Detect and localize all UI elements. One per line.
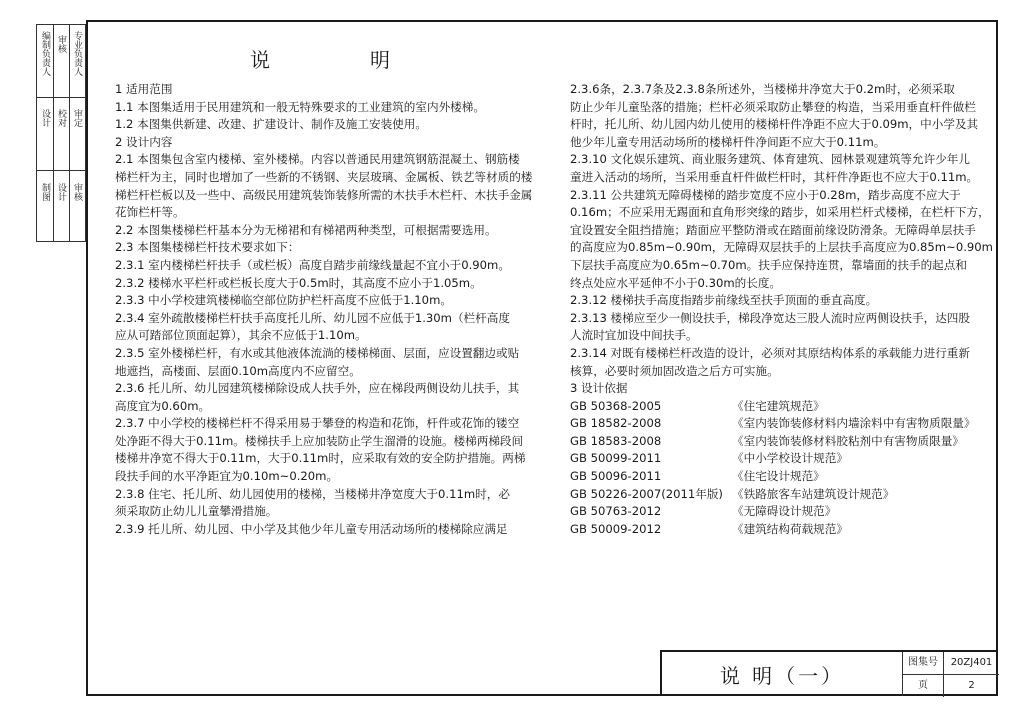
text-line: 终点处应水平延伸不小于0.30m的长度。 [570,275,782,290]
text-line: 宜设置安全阻挡措施；踏面应平整防滑或在踏面前缘设防滑条。无障碍单层扶手 [570,222,976,237]
list-item [570,415,975,433]
text-line: 2.3.4 室外疏散楼梯栏杆扶手高度托儿所、幼儿园不应低于1.30m（栏杆高度 [115,310,510,325]
standard-name: 《中小学校设计规范》 [732,451,848,466]
text-line: 2.3.7 中小学校的楼梯栏杆不得采用易于攀登的构造和花饰，杆件或花饰的镂空 [115,416,520,431]
standard-name: 《住宅设计规范》 [732,469,825,484]
text-line: 童进入活动的场所，当采用垂直杆件做栏杆时，其杆件净距也不应大于0.11m。 [570,169,979,184]
title-char: 明 [370,48,390,72]
text-line: 的高度应为0.85m~0.90m，无障碍双层扶手的上层扶手高度应为0.85m~0.90m [570,240,993,255]
right-column [570,81,993,538]
text-line: 处净距不得大于0.11m。楼梯扶手上应加装防止学生溜滑的设施。楼梯两梯段间 [115,433,524,448]
page-title [250,44,390,73]
list-item [570,433,975,451]
standard-name: 《无障碍设计规范》 [732,504,837,519]
side-cell: 设计 [56,183,66,201]
sheet-title: 说 明（一） [719,663,845,688]
signature-table [36,24,86,242]
side-cell: 审核 [56,35,66,53]
page-row [903,674,999,697]
list-item [570,450,975,468]
standard-code: GB 50226-2007(2011年版) [570,486,723,501]
standard-name: 《住宅建筑规范》 [732,398,825,413]
atlas-number: 20ZJ401 [950,657,993,668]
text-line: 核算，必要时须加固改造之后方可实施。 [570,363,779,378]
text-line: 2.3.10 文化娱乐建筑、商业服务建筑、体育建筑、园林景观建筑等允许少年儿 [570,152,970,167]
text-line: 防止少年儿童坠落的措施；栏杆必须采取防止攀登的构造，当采用垂直杆件做栏 [570,99,976,114]
page-number: 2 [968,680,975,691]
text-line: 2.3 本图集楼梯栏杆技术要求如下： [115,240,300,255]
text-line: 1.1 本图集适用于民用建筑和一般无特殊要求的工业建筑的室内外楼梯。 [115,99,485,114]
text-line: 梯栏杆为主，同时也增加了一些新的不锈钢、夹层玻璃、金属板、铁艺等材质的楼 [115,169,533,184]
text-line: 段扶手间的水平净距宜为0.10m~0.20m。 [115,469,339,484]
text-line: 梯栏杆栏板以及一些中、高级民用建筑装饰装修所需的木扶手木栏杆、木扶手金属 [115,187,533,202]
table-divider [37,97,85,98]
table-divider [69,25,70,241]
title-block-grid [902,652,999,696]
text-line: 2 设计内容 [115,134,173,149]
text-line: 地遮挡，高楼面、层面0.10m高度内不应留空。 [115,363,361,378]
standard-code: GB 50009-2012 [570,521,662,536]
standard-code: GB 18582-2008 [570,416,662,431]
side-cell: 审定 [72,109,82,127]
list-item [570,398,975,416]
table-divider [53,25,54,241]
standards-list [570,398,975,539]
atlas-row [903,652,999,674]
side-cell: 审核 [72,183,82,201]
left-column [115,81,555,538]
text-line: 3 设计依据 [570,381,628,396]
text-line: 2.3.9 托儿所、幼儿园、中小学及其他少年儿童专用活动场所的楼梯除应满足 [115,521,508,536]
list-item [570,468,975,486]
text-line: 2.3.12 楼梯扶手高度指踏步前缘线至扶手顶面的垂直高度。 [570,293,878,308]
text-line: 2.3.6 托儿所、幼儿园建筑楼梯除设成人扶手外，应在梯段两侧设幼儿扶手，其 [115,381,520,396]
text-line: 2.3.1 室内楼梯栏杆扶手（或栏板）高度自踏步前缘线量起不宜小于0.90m。 [115,257,510,272]
text-line: 2.3.6条，2.3.7条及2.3.8条所述外，当楼梯井净宽大于0.2m时，必须采取 [570,82,955,96]
standard-code: GB 50099-2011 [570,451,662,466]
text-line: 2.3.14 对既有楼梯栏杆改造的设计，必须对其原结构体系的承载能力进行重新 [570,345,970,360]
text-line: 2.1 本图集包含室内楼梯、室外楼梯。内容以普通民用建筑钢筋混凝土、钢筋楼 [115,152,520,167]
text-line: 楼梯井净宽不得大于0.11m，大于0.11m时，应采取有效的安全防护措施。两梯 [115,451,526,466]
text-line: 1.2 本图集供新建、改建、扩建设计、制作及施工安装使用。 [115,117,427,132]
text-line: 他少年儿童专用活动场所的楼梯杆件净间距不应大于0.11m。 [570,134,886,149]
text-line: 0.16m；不应采用无踢面和直角形突缘的踏步，如采用栏杆式楼梯，在栏杆下方， [570,205,990,220]
text-line: 花饰栏杆等。 [115,205,185,220]
standard-code: GB 50368-2005 [570,398,662,413]
side-cell: 设计 [40,109,50,127]
side-cell: 校对 [56,109,66,127]
side-cell: 制图 [40,183,50,201]
title-char: 说 [250,48,270,72]
list-item [570,486,975,504]
page-label: 页 [903,675,944,697]
text-line: 高度宜为0.60m。 [115,398,211,413]
text-line: 须采取防止幼儿儿童攀滑措施。 [115,504,278,519]
text-line: 2.3.5 室外楼梯栏杆，有水或其他液体流淌的楼梯梯面、层面，应设置翻边或贴 [115,345,520,360]
text-line: 应从可踏部位顶面起算），其余不应低于1.10m。 [115,328,367,343]
standard-name: 《建筑结构荷载规范》 [732,521,848,536]
text-line: 杆时，托儿所、幼儿园内幼儿使用的楼梯杆件净距不应大于0.09m，中小学及其 [570,117,979,132]
standard-code: GB 18583-2008 [570,433,662,448]
side-cell: 编制负责人 [40,31,50,76]
text-line: 2.3.13 楼梯应至少一侧设扶手，梯段净宽达三股人流时应两侧设扶手，达四股 [570,310,970,325]
text-line: 1 适用范围 [115,82,173,96]
standard-code: GB 50096-2011 [570,469,662,484]
text-line: 2.3.2 楼梯水平栏杆或栏板长度大于0.5m时，其高度不应小于1.05m。 [115,275,482,290]
text-line: 下层扶手高度应为0.65m~0.70m。扶手应保持连贯，靠墙面的扶手的起点和 [570,257,967,272]
standard-name: 《室内装饰装修材料内墙涂料中有害物质限量》 [732,416,976,431]
text-line: 2.3.11 公共建筑无障碍楼梯的踏步宽度不应小于0.28m，踏步高度不应大于 [570,187,961,202]
title-block [660,650,998,696]
side-cell: 专业负责人 [72,31,82,76]
text-line: 2.3.8 住宅、托儿所、幼儿园使用的楼梯，当楼梯井净宽度大于0.11m时，必 [115,486,510,501]
standard-name: 《室内装饰装修材料胶粘剂中有害物质限量》 [732,433,964,448]
text-line: 人流时宜加设中间扶手。 [570,328,698,343]
list-item [570,521,975,539]
standard-code: GB 50763-2012 [570,504,662,519]
text-line: 2.2 本图集楼梯栏杆基本分为无梯裙和有梯裙两种类型，可根据需要选用。 [115,222,497,237]
table-divider [37,170,85,171]
standard-name: 《铁路旅客车站建筑设计规范》 [732,486,895,501]
atlas-label: 图集号 [903,652,944,674]
list-item [570,503,975,521]
text-line: 2.3.3 中小学校建筑楼梯临空部位防护栏杆高度不应低于1.10m。 [115,293,452,308]
